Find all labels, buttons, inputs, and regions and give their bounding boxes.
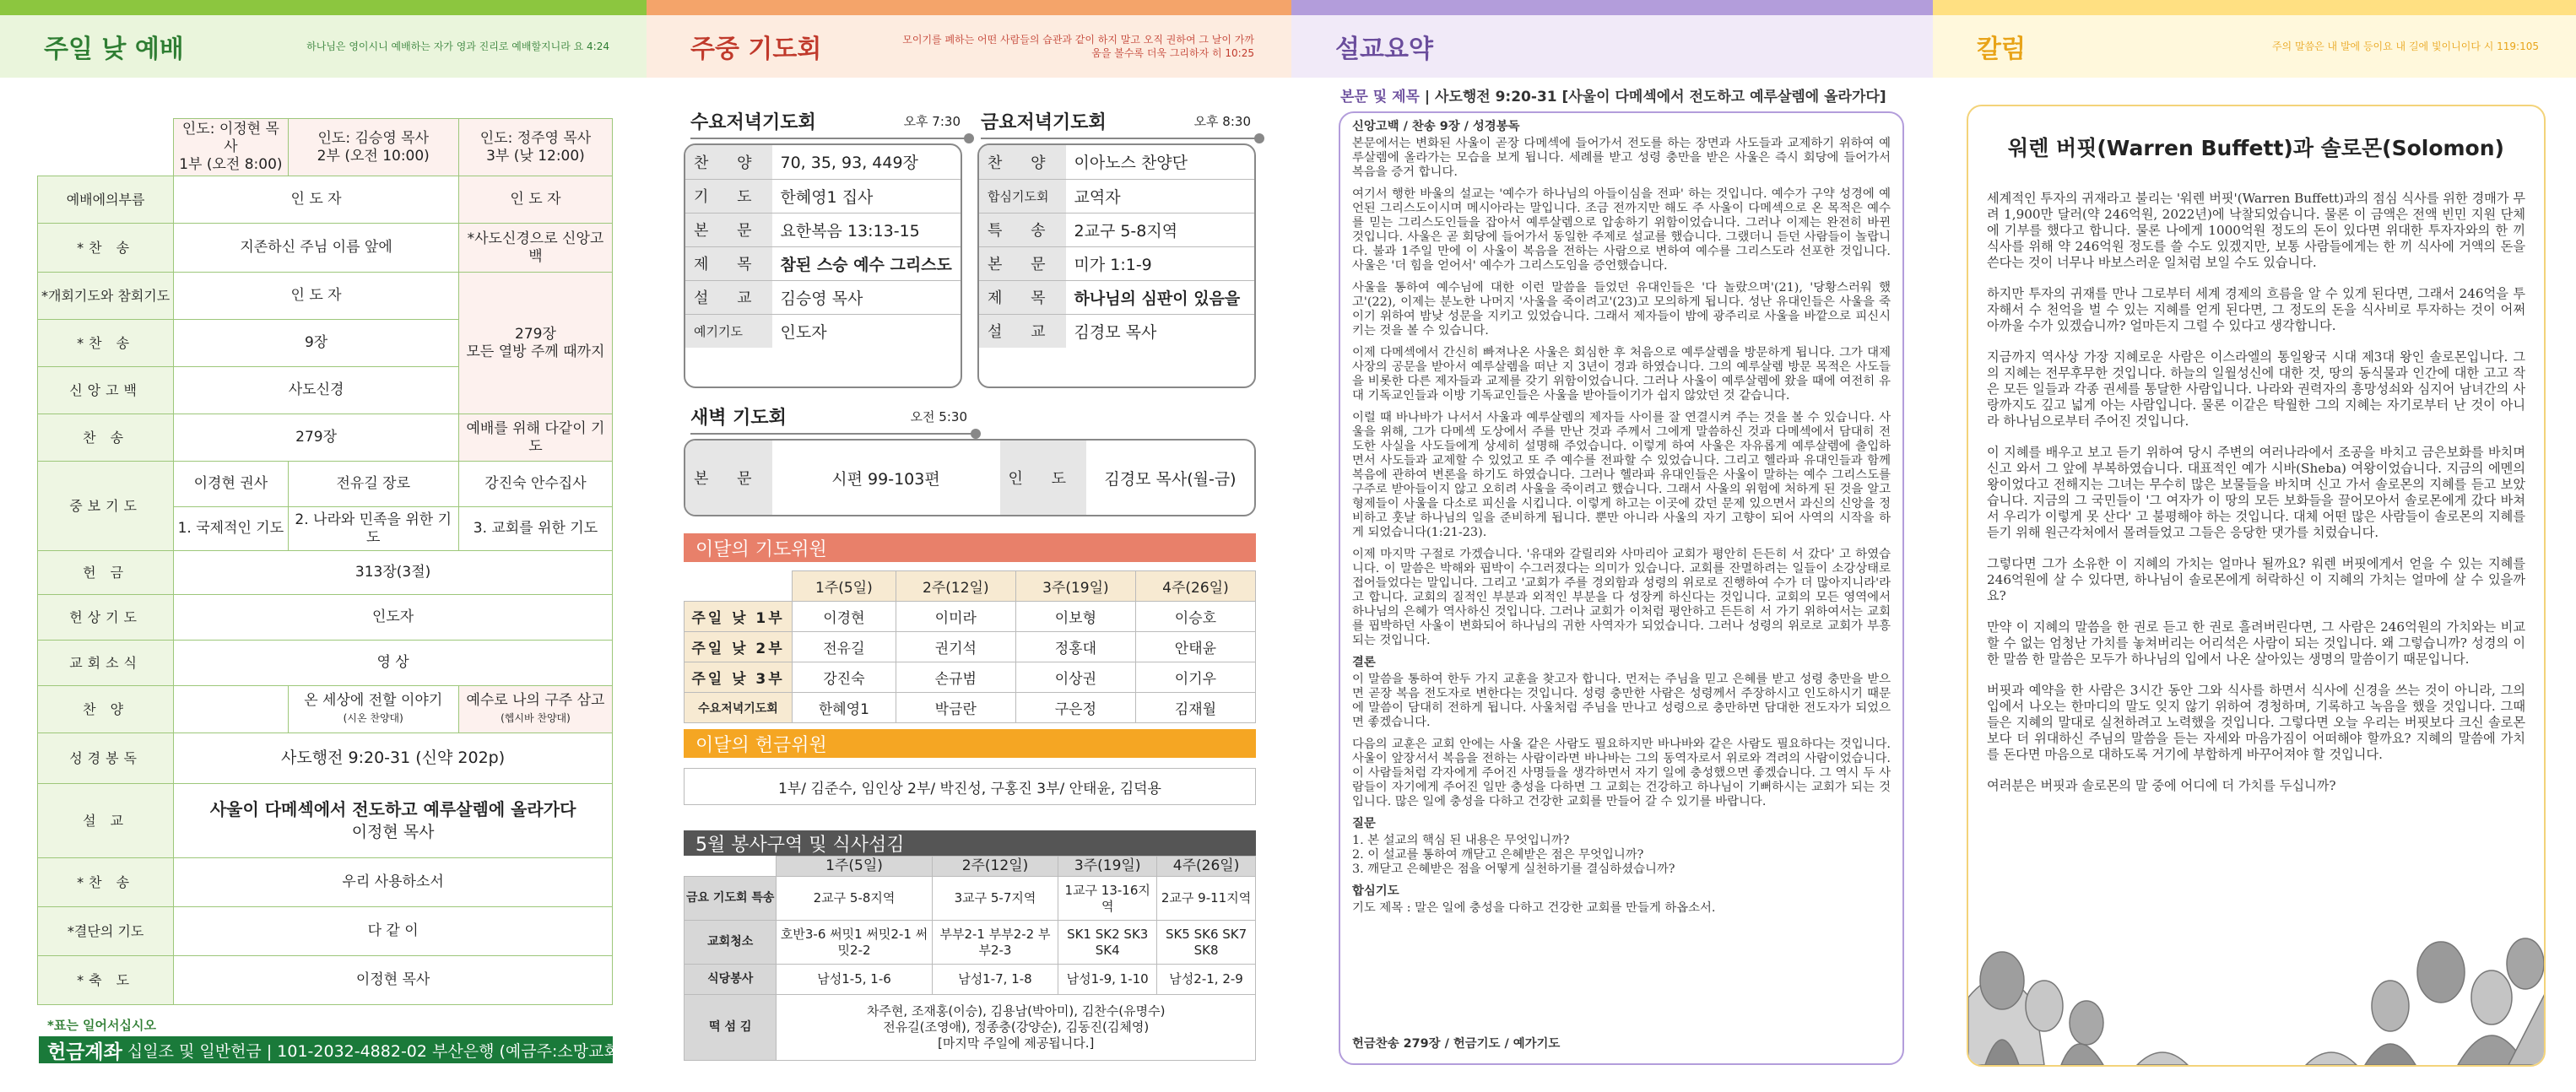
service-band: 5월 봉사구역 및 식사섬김 <box>684 830 1256 856</box>
column-paragraph: 세계적인 투자의 귀재라고 불리는 '워렌 버핏'(Warren Buffett)과의 점심 식사를 위한 경매가 무려 1,900만 달러(약 246억원, 2022년)에 낙찰되었습니다. 물론 이 금액은 전액 빈민 지원 단체에 기부를 했다고 합니다. 물론 나에게 1000억원 정도의 돈이 있다면 위대한 투자자와의 한 끼 식사를 위해 약 246억원 정도를 쓸 수도 있겠지만, 보통 사람들에게는 한 끼 식사에 거액의 돈을 쓴다는 것이 너무나 바보스러운 일처럼 보일 수도 있습니다. <box>1987 191 2525 270</box>
cell: 이미라 <box>896 602 1015 632</box>
prayer-top-bar <box>647 0 1291 15</box>
row-value: 인 도 자 <box>174 176 459 224</box>
row-value: 지존하신 주님 이름 앞에 <box>174 224 459 273</box>
col-head: 1주(5일) <box>793 571 896 602</box>
row-value: 우리 사용하소서 <box>174 858 613 907</box>
prayer-topic: 기도 제목 : 말은 일에 충성을 다하고 건강한 교회를 만들게 하옵소서. <box>1352 901 1716 915</box>
fri-title: 금요저녁기도회 오후 8:30 <box>981 108 1259 134</box>
sched-val: 이아노스 찬양단 <box>1066 145 1255 179</box>
wed-title: 수요저녁기도회 오후 7:30 <box>690 108 969 134</box>
col-head: 4주(26일) <box>1157 857 1256 877</box>
question: 3. 깨닫고 은혜받은 점을 어떻게 실천하기를 결심하셨습니까? <box>1352 862 1675 876</box>
cell: 남성1-5, 1-6 <box>777 965 932 995</box>
sched-key: 예기기도 <box>685 314 772 348</box>
sermon-paragraph: 본문에서는 변화된 사울이 곧장 다메섹에 들어가서 전도를 하는 장면과 사도들과 교제하기 위하여 예루살렘에 올라가는 모습을 보게 됩니다. 세례를 받고 성령 충만을 받은 사울은 즉시 회당에 들어가서 복음을 증거 합니다. <box>1352 137 1891 179</box>
cell: 권기석 <box>896 632 1015 662</box>
sermon-paragraph: 여기서 행한 바울의 설교는 '예수가 하나님의 아들이심을 전파' 하는 것입니다. 예수가 구약 성경에 예언된 그리스도이시며 메시아라는 말입니다. 조금 전까지만 해도 주 사울이 다메섹으로 온 목적은 예수를 믿는 그리스도인들을 잡아서 예루살렘으로 압송하기 위함이었습니다. 그러나 이제는 완전히 바뀐 것입니다. 사울은 곧 회당에 들어가서 동일한 주제로 설교를 했습니다. 그랬더니 듣던 사람들이 놀랍니다. 불과 1주일 만에 이 사울이 복음을 전하는 사람으로 변하여 예수를 그리스도라 선포한 것입니다. 사울은 '더 힘을 얻어서' 예수가 그리스도임을 증언했습니다. <box>1352 187 1891 273</box>
cell: 이승호 <box>1135 602 1255 632</box>
column-paragraph: 버핏과 예약을 한 사람은 3시간 동안 그와 식사를 하면서 식사에 신경을 쓰는 것이 아니라, 그의 입에서 나오는 한마디의 말도 잊지 않기 위하여 경청하며, 기록하고 녹음을 했을 것입니다. 그때 들은 지혜의 말대로 실천하려고 노력했을 것입니다. 그렇다면 오늘 우리는 버핏보다 크신 솔로몬보다 더 위대하신 주님의 말씀을 듣는 자세와 마음가짐이 어떠해야 할까요? 지혜의 말씀에 가치를 돈다면 마음으로 대하도록 거기에 부합하게 바꾸어져야 할 것입니다. <box>1987 683 2525 762</box>
sermon-value: 사울이 다메섹에서 전도하고 예루살렘에 올라가다 이정현 목사 <box>174 784 613 858</box>
cell: SK5 SK6 SK7 SK8 <box>1157 921 1256 965</box>
sched-key: 기 도 <box>685 179 772 213</box>
choir-1: 온 세상에 전할 이야기 (시온 찬양대) <box>288 686 458 733</box>
sched-key: 합심기도회 <box>979 179 1066 213</box>
col-head: 4주(26일) <box>1135 571 1255 602</box>
sched-val: 김승영 목사 <box>772 280 961 314</box>
cell: 이상권 <box>1015 662 1135 693</box>
sched-key: 제 목 <box>979 280 1066 314</box>
cell: 구은정 <box>1015 693 1135 723</box>
column-paragraph: 여러분은 버핏과 솔로몬의 말 중에 어디에 더 가치를 두십니까? <box>1987 778 2336 793</box>
prayer-topic: 2. 나라와 민족을 위한 기도 <box>288 507 458 551</box>
column-paragraph: 지금까지 역사상 가장 지혜로운 사람은 이스라엘의 통일왕국 시대 제3대 왕인 솔로몬입니다. 그의 지혜는 전무후무한 것입니다. 하늘의 일월성신에 대한 것, 땅의 동식물과 인간에 대한 고고 작은 모든 일들과 각종 권세를 통달한 사람입니다. 나라와 권력자의 흥망성쇠와 심지어 남녀간의 사랑까지도 깊고 넓게 아는 사람입니다. 물론 이같은 탁월한 그의 지혜는 자기로부터 난 것이 아니라 하나님으로부터 주어진 것입니다. <box>1987 349 2525 429</box>
prayer-title: 주중 기도회 <box>690 35 822 64</box>
stand-note: *표는 일어서십시오 <box>47 1018 156 1033</box>
row-value: 이정현 목사 <box>174 956 613 1005</box>
column-paragraph: 만약 이 지혜의 말씀을 한 권로 듣고 한 권로 흘려버린다면, 그 사람은 246억원의 가치와는 비교할 수 없는 엄청난 가치를 놓쳐버리는 어리석은 사람이 되는 것입니다. 왜 그렇습니까? 성경의 이 한 말씀 한 말씀은 모두가 하나님의 입에서 나온 살아있는 생명의 말씀이기 때문입니다. <box>1987 619 2525 667</box>
rice-cake-cell: 차주현, 조재홍(이승), 김용남(박아미), 김찬수(유명수) 전유길(조영애), 정종충(강양순), 김동진(김체영) [마지막 주일에 제공됩니다.] <box>777 995 1256 1061</box>
row-label: *결단의 기도 <box>38 907 174 956</box>
sermon-paragraph: 이제 마지막 구절로 가겠습니다. '유대와 갈릴리와 사마리아 교회가 평안히 든든히 서 갔다' 고 하였습니다. 이 말씀은 박해와 핍박이 수그러졌다는 의미가 있습니다. 교회를 잔멸하려는 일들이 소강상태로 접어들었다는 말입니다. 그리고 '교회가 주를 경외함과 성령의 위로로 진행하여 수가 더 많아지니라'라고 합니다. 교회의 질적인 부분과 외적인 부분을 다 성장케 하신다는 것입니다. 교회의 모든 영역에서 하나님의 은혜가 역사하신 것입니다. 그러나 교회가 이처럼 평안하고 든든히 서 가기 위하여서는 교회를 핍박하던 사울이 변화되어 하나님의 귀한 사역자가 되었습니다. 그러나 성령의 위로로 교회가 부흥되는 것입니다. <box>1352 548 1891 647</box>
row-label: 헌 금 <box>38 551 174 595</box>
row-value: 279장 <box>174 414 459 462</box>
intercessor: 이경현 권사 <box>174 462 288 507</box>
row-label: 찬 송 <box>38 414 174 462</box>
sched-val: 70, 35, 93, 449장 <box>772 145 961 179</box>
cell: 전유길 <box>793 632 896 662</box>
sched-key: 설 교 <box>685 280 772 314</box>
dawn-title: 새벽 기도회 오전 5:30 <box>690 403 976 430</box>
sermon-paragraph: 이 말씀을 통하여 한두 가지 교훈을 찾고자 합니다. 먼저는 주님을 믿고 은혜를 받고 성령 충만을 받으면 곧장 복음 전도자로 변한다는 것입니다. 성령 충만한 사람은 성령께서 주장하시고 인도하시기 때문에 말씀이 담대히 전하게 됩니다. 사울처럼 주님을 만나고 성령으로 충만하면 담대한 전도자가 되었으면 좋겠습니다. <box>1352 673 1891 729</box>
sermon-paragraph: 이럴 때 바나바가 나서서 사울과 예루살렘의 제자들 사이를 잘 연결시켜 주는 것을 볼 수 있습니다. 사울을 위해, 그가 다메섹 도상에서 주를 만난 것과 주께서 그에게 말씀하신 것과 다메섹에서 담대히 전도한 사실을 사도들에게 상세히 설명해 주었습니다. 이렇게 하여 사울은 자유롭게 예루살렘에 출입하면서 사도들과 교제할 수 있었고 또 주 예수를 전파할 수 있었습니다. 그리고 헬라파 유대인들과 함께 복음에 관하여 변론을 하기도 하였습니다. 그러나 헬라파 유대인들은 사울이 말하는 예수 그리스도를 구주로 받아들이지 않고 오히려 사울을 죽이려고 했습니다. 그래서 사울의 위험에 처하게 된 것을 알고 형제들이 사울을 다소로 피신을 시킵니다. 이렇게 하고는 이곳에 갔던 문제 있으면서 과신의 신앙을 정비하고 훗날 하나님의 일을 준비하게 됩니다. 뿐만 아니라 사울의 자기 고향이 되어 사역의 시작을 하게 되었습니다(1:21-23). <box>1352 411 1891 539</box>
sched-key: 찬 양 <box>979 145 1066 179</box>
question: 1. 본 설교의 핵심 된 내용은 무엇입니까? <box>1352 834 1570 847</box>
row-head: 금요 기도회 특송 <box>685 877 777 921</box>
offering-committee-text: 1부/ 김준수, 임인상 2부/ 박진성, 구홍진 3부/ 안태윤, 김덕용 <box>684 768 1256 805</box>
choir-2: 예수로 나의 구주 삼고 (헵시바 찬양대) <box>458 686 612 733</box>
wed-schedule <box>684 143 962 388</box>
offering-account-bar: 헌금계좌 십일조 및 일반헌금 | 101-2032-4882-02 부산은행 (예금주:소망교회) <box>39 1036 613 1063</box>
row-label: 헌상기도 <box>38 595 174 641</box>
intercessor: 강진숙 안수집사 <box>458 462 612 507</box>
prayer-committee-band: 이달의 기도위원 <box>684 533 1256 562</box>
row-label: *찬 송 <box>38 320 174 367</box>
tulip-illustration <box>1968 905 2546 1065</box>
worship-order-table <box>37 118 613 1005</box>
row-label: 설 교 <box>38 784 174 858</box>
prayer-topic: 3. 교회를 위한 기도 <box>458 507 612 551</box>
row-head: 주일 낮 2부 <box>685 632 793 662</box>
sched-val: 김경모 목사 <box>1074 322 1157 342</box>
sermon-summary-panel <box>1291 0 1933 1092</box>
row-label: 찬 양 <box>38 686 174 733</box>
sched-val: 요한복음 13:13-15 <box>772 213 961 246</box>
row-head: 주일 낮 1부 <box>685 602 793 632</box>
prayer-committee-table <box>684 570 1256 723</box>
prayer-verse: 모이기를 폐하는 어떤 사람들의 습관과 같이 하지 말고 오직 권하여 그 날이 가까움을 볼수록 더욱 그리하자 히 10:25 <box>902 34 1254 59</box>
column-heading: 워렌 버핏(Warren Buffett)과 솔로몬(Solomon) <box>2008 136 2504 160</box>
cell: 박금란 <box>896 693 1015 723</box>
cell: 이보형 <box>1015 602 1135 632</box>
row-value: *사도신경으로 신앙고백 <box>458 224 612 273</box>
row-label: 성경봉독 <box>38 733 174 784</box>
row-value: 예배를 위해 다같이 기도 <box>458 414 612 462</box>
prayer-header <box>647 15 1291 78</box>
cell: 이경현 <box>793 602 896 632</box>
row-label: *개회기도와 참회기도 <box>38 273 174 320</box>
row-head: 주일 낮 3부 <box>685 662 793 693</box>
sched-key: 특 송 <box>979 213 1066 246</box>
sermon-order: 신앙고백 / 찬송 9장 / 성경봉독 <box>1352 120 1520 133</box>
cell: 남성1-9, 1-10 <box>1058 965 1157 995</box>
sched-key: 인 도 <box>1000 441 1087 515</box>
row-value: 인 도 자 <box>458 176 612 224</box>
sched-key: 본 문 <box>979 246 1066 280</box>
row-head: 떡 섬 김 <box>685 995 777 1061</box>
col-head: 2주(12일) <box>932 857 1058 877</box>
offering-committee-band: 이달의 헌금위원 <box>684 729 1256 758</box>
row-value: 인 도 자 <box>174 273 459 320</box>
worship-header <box>0 15 647 78</box>
worship-panel <box>0 0 647 1092</box>
row-head: 수요저녁기도회 <box>685 693 793 723</box>
row-value: 279장 모든 열방 주께 때까지 <box>458 273 612 414</box>
prayer-heading: 합심기도 <box>1352 884 1399 898</box>
dawn-schedule <box>684 439 1256 516</box>
cell: 3교구 5-7지역 <box>932 877 1058 921</box>
service-2-header: 인도: 김승영 목사 2부 (오전 10:00) <box>288 119 458 176</box>
sched-val: 교역자 <box>1066 179 1255 213</box>
fri-schedule <box>977 143 1256 388</box>
worship-title: 주일 낮 예배 <box>44 35 184 64</box>
cell: 강진숙 <box>793 662 896 693</box>
row-value: 다 같 이 <box>174 907 613 956</box>
question: 2. 이 설교를 통하여 깨닫고 은혜받은 점은 무엇입니까? <box>1352 848 1644 862</box>
questions-heading: 질문 <box>1352 817 1376 830</box>
worship-top-bar <box>0 0 647 15</box>
sched-key: 찬 양 <box>685 145 772 179</box>
column-panel <box>1933 0 2576 1092</box>
row-label: 신앙고백 <box>38 367 174 414</box>
column-verse: 주의 말씀은 내 발에 등이요 내 길에 빛이니이다 시 119:105 <box>2271 41 2539 52</box>
conclusion-heading: 결론 <box>1352 656 1376 669</box>
row-value: 사도신경 <box>174 367 459 414</box>
column-paragraph: 하지만 투자의 귀재를 만나 그로부터 세계 경제의 흐름을 알 수 있게 된다면, 그래서 246억을 투자해서 수 천억을 벌 수 있는 지혜를 얻게 된다면, 그 정도의 돈을 식사비로 투자하는 것이 어쩌 아까울 수가 있겠습니까? 얼마든지 그럴 수 있다고 생각합니다. <box>1987 286 2525 333</box>
row-label: *축 도 <box>38 956 174 1005</box>
row-label: *찬 송 <box>38 858 174 907</box>
weekly-prayer-panel <box>647 0 1291 1092</box>
sched-val: 2교구 5-8지역 <box>1066 213 1255 246</box>
column-paragraph: 그렇다면 그가 소유한 이 지혜의 가치는 얼마나 될까요? 워렌 버핏에게서 얻을 수 있는 지혜를 246억원에 살 수 있다면, 하나님이 솔로몬에게 허락하신 이 지혜의 가치는 얼마에 살 수 있을까요? <box>1987 556 2525 603</box>
sermon-paragraph: 이제 다메섹에서 간신히 빠져나온 사울은 회심한 후 처음으로 예루살렘을 방문하게 됩니다. 그가 대제사장의 공문을 받아서 예루살렘을 떠난 지 3년이 경과 하였습니다. 그의 예루살렘 방문 목적은 사도들을 비롯한 다른 제자들과 교제를 갖기 위함이었습니다. 그러나 사울이 예루살렘에 왔을 때에 여전히 유대 기독교인들과 이방 기독교인들은 사울을 받아들이기가 쉽지 않았던 것 같습니다. <box>1352 346 1891 403</box>
sched-key: 설 교 <box>979 314 1066 348</box>
row-head: 교회청소 <box>685 921 777 965</box>
sermon-header <box>1291 15 1933 78</box>
row-label: 예배에의부름 <box>38 176 174 224</box>
sermon-top-bar <box>1291 0 1933 15</box>
row-value: 인도자 <box>174 595 613 641</box>
service-3-header: 인도: 정주영 목사 3부 (낮 12:00) <box>458 119 612 176</box>
row-label: 중보기도 <box>38 462 174 551</box>
intercessor: 전유길 장로 <box>288 462 458 507</box>
cell: 부부2-1 부부2-2 부부2-3 <box>932 921 1058 965</box>
row-value: 9장 <box>174 320 459 367</box>
cell: 호반3-6 써밋1 써밋2-1 써밋2-2 <box>777 921 932 965</box>
prayer-topic: 1. 국제적인 기도 <box>174 507 288 551</box>
closing-order: 헌금찬송 279장 / 헌금기도 / 예가기도 <box>1352 1037 1561 1051</box>
service-1-header: 인도: 이정현 목사 1부 (오전 8:00) <box>174 119 288 176</box>
sermon-text-title: 본문 및 제목 | 사도행전 9:20-31 [사울이 다메섹에서 전도하고 예루살렘에 올라가다] <box>1340 89 1886 105</box>
row-head: 식당봉사 <box>685 965 777 995</box>
cell: 이기우 <box>1135 662 1255 693</box>
service-table <box>684 856 1256 1061</box>
sched-key: 본 문 <box>685 213 772 246</box>
sermon-summary-title: 설교요약 <box>1335 35 1433 64</box>
cell: 김재월 <box>1135 693 1255 723</box>
worship-verse: 하나님은 영이시니 예배하는 자가 영과 진리로 예배할지니라 요 4:24 <box>306 41 609 52</box>
cell: 정홍대 <box>1015 632 1135 662</box>
cell: 한혜영1 <box>793 693 896 723</box>
sched-val: 김경모 목사(월-금) <box>1104 469 1237 489</box>
sermon-paragraph: 사울을 통하여 예수님에 대한 이런 말씀을 들었던 유대인들은 '다 놀랐으며'(21), '당황스러워 했고'(22), 이제는 분노한 나머지 '사울을 죽이려고'(23)고 모의하게 됩니다. 성난 유대인들은 사울을 죽이기 위하여 밤낮 성문을 지키고 있었습니다. 그래서 제자들이 밤에 광주리로 사울을 바깥으로 피신시키는 것을 볼 수 있습니다. <box>1352 281 1891 338</box>
cell: SK1 SK2 SK3 SK4 <box>1058 921 1157 965</box>
cell: 2교구 9-11지역 <box>1157 877 1256 921</box>
sched-val: 하나님의 심판이 있음을 <box>1066 280 1255 314</box>
sermon-body <box>1339 111 1904 1065</box>
column-top-bar <box>1933 0 2576 15</box>
cell: 남성2-1, 2-9 <box>1157 965 1256 995</box>
column-body <box>1967 105 2546 1067</box>
sched-val: 미가 1:1-9 <box>1066 246 1255 280</box>
sched-val: 참된 스승 예수 그리스도 <box>772 246 961 280</box>
column-header <box>1933 15 2576 78</box>
col-head: 3주(19일) <box>1015 571 1135 602</box>
sched-key: 제 목 <box>685 246 772 280</box>
column-title: 칼럼 <box>1977 35 2026 64</box>
cell: 남성1-7, 1-8 <box>932 965 1058 995</box>
sched-key: 본 문 <box>685 441 772 515</box>
scripture-value: 사도행전 9:20-31 (신약 202p) <box>174 733 613 784</box>
sched-val: 한혜영1 집사 <box>772 179 961 213</box>
sermon-paragraph: 다음의 교훈은 교회 안에는 사울 같은 사람도 필요하지만 바나바와 같은 사람도 필요하다는 것입니다. 사울이 앞장서서 복음을 전하는 사람이라면 바나바는 그의 동역자로서 위로와 격려의 사람이었습니다. 이 사람들처럼 각자에게 주어진 사명들을 생각하면서 자기 일에 충성했으면 좋겠습니다. 그 역시 두 사람들이 자기에게 주어진 일만 충성을 다하면 그 교회는 건강하고 하나님이 기뻐하시는 교회가 되는 것입니다. 많은 일에 충성을 다하고 건강한 교회를 만들어 갈 수 있기를 바랍니다. <box>1352 738 1891 808</box>
row-value: 영 상 <box>174 641 613 686</box>
col-head: 1주(5일) <box>777 857 932 877</box>
column-paragraph: 이 지혜를 배우고 보고 듣기 위하여 당시 주변의 여러나라에서 조공을 바치고 금은보화를 바치며 신고 와서 그 앞에 부복하였습니다. 대표적인 예가 시바(Sheba) 여왕이었습니다. 지금의 에멘의 왕이었다고 전해지는 그녀는 무수히 많은 보물들을 바치며 신고 가서 솔로몬의 지혜를 듣고 보았습니다. 지금의 그 국민들이 '그 여자가 이 땅의 모든 보화들을 끌어모아서 솔로몬에게 갔다 바쳐서 우리가 이렇게 못 산다' 고 불평해야 하는 것입니다. 대체 어떤 많은 사람들이 솔로몬의 지혜를 듣기 위해 원근각처에서 몰려들었고 그들은 응당한 댓가를 치렀습니다. <box>1987 445 2525 540</box>
sched-val: 인도자 <box>780 322 827 342</box>
sched-val: 시편 99-103편 <box>831 469 940 489</box>
cell: 1교구 13-16지역 <box>1058 877 1157 921</box>
row-value: 313장(3절) <box>174 551 613 595</box>
cell: 2교구 5-8지역 <box>777 877 932 921</box>
cell: 손규범 <box>896 662 1015 693</box>
cell: 안태윤 <box>1135 632 1255 662</box>
row-label: 교회소식 <box>38 641 174 686</box>
col-head: 3주(19일) <box>1058 857 1157 877</box>
row-label: *찬 송 <box>38 224 174 273</box>
col-head: 2주(12일) <box>896 571 1015 602</box>
